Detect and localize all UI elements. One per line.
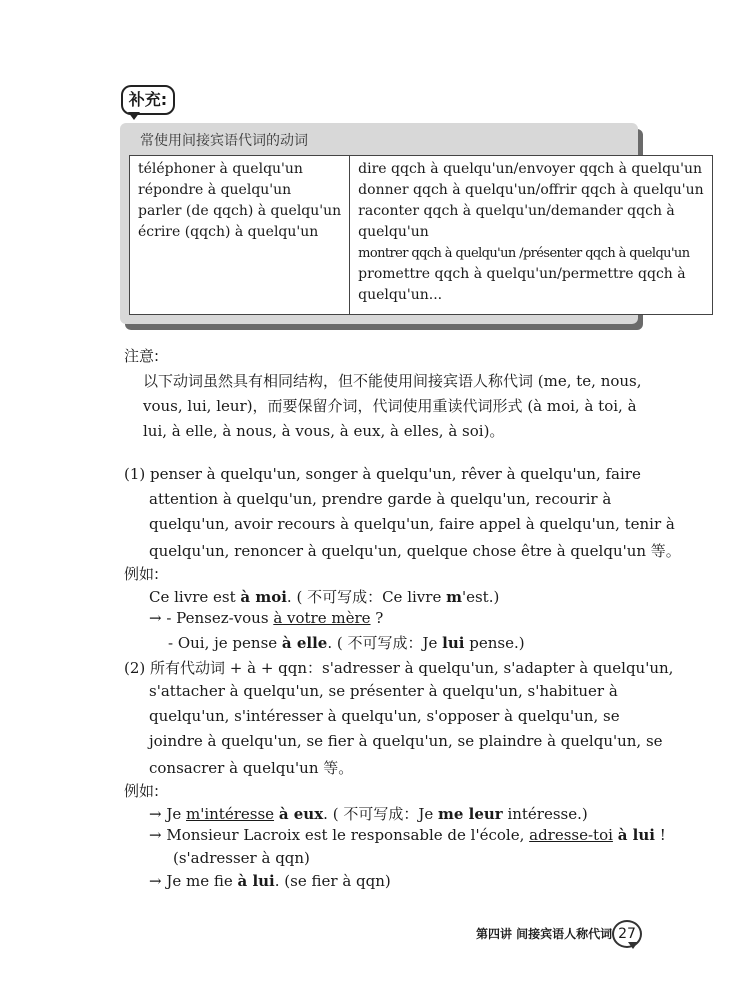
- example-text: . ( 不可写成：Je: [327, 634, 443, 652]
- verb-table-left-cell: [130, 156, 350, 315]
- list-item: répondre à quelqu'un: [138, 182, 292, 198]
- example-underlined: adresse-toi: [529, 826, 613, 844]
- example-bold: m: [446, 588, 462, 606]
- section1-line: attention à quelqu'un, prendre garde à quelqu'un, recourir à: [149, 490, 612, 508]
- example-text: → - Pensez-vous: [149, 609, 274, 627]
- example-underlined: m'intéresse: [186, 805, 275, 823]
- example-text: . ( 不可写成：Ce livre: [286, 588, 447, 606]
- list-item: parler (de qqch) à quelqu'un: [138, 203, 342, 219]
- example-text: → Monsieur Lacroix est le responsable de l'école,: [149, 826, 530, 844]
- example-text: → Je me fie: [149, 872, 238, 890]
- example-underlined: à votre mère: [273, 609, 371, 627]
- example-sentence: [149, 872, 391, 890]
- example-sentence: [149, 586, 499, 607]
- speech-bubble-tail-icon: [628, 942, 638, 949]
- example-text: pense.): [464, 634, 525, 652]
- example-text: - Oui, je pense: [168, 634, 282, 652]
- section2-line: s'attacher à quelqu'un, se présenter à quelqu'un, s'habituer à: [149, 682, 618, 700]
- list-item: raconter qqch à quelqu'un/demander qqch à: [358, 203, 675, 219]
- section1-line: quelqu'un, renoncer à quelqu'un, quelque chose être à quelqu'un 等。: [149, 542, 681, 560]
- box-title: 常使用间接宾语代词的动词: [140, 133, 308, 149]
- list-item: dire qqch à quelqu'un/envoyer qqch à quelqu'un: [358, 161, 702, 177]
- chapter-footer: 第四讲 间接宾语人称代词: [476, 927, 613, 941]
- example-bold: à elle: [281, 634, 328, 652]
- example-bold: me leur: [437, 805, 503, 823]
- list-item: quelqu'un...: [358, 287, 443, 303]
- section2-line: consacrer à quelqu'un 等。: [149, 759, 354, 777]
- example-bold: à lui: [237, 872, 275, 890]
- list-item: montrer qqch à quelqu'un /présenter qqch à quelqu'un: [358, 246, 690, 261]
- example-text: !: [654, 826, 666, 844]
- note-line: 以下动词虽然具有相同结构，但不能使用间接宾语人称代词 (me, te, nous,: [143, 372, 642, 390]
- section2-line: quelqu'un, s'intéresser à quelqu'un, s'opposer à quelqu'un, se: [149, 707, 620, 725]
- example-text: ?: [370, 609, 384, 627]
- note-line: lui, à elle, à nous, à vous, à eux, à elles, à soi)。: [143, 422, 505, 440]
- example-label: 例如:: [124, 782, 160, 800]
- section2-line: joindre à quelqu'un, se fier à quelqu'un, se plaindre à quelqu'un, se: [149, 732, 663, 750]
- example-sentence: [168, 632, 525, 653]
- list-item: écrire (qqch) à quelqu'un: [138, 224, 319, 240]
- section1-line: quelqu'un, avoir recours à quelqu'un, faire appel à quelqu'un, tenir à: [149, 515, 675, 533]
- note-label: 注意:: [124, 347, 160, 365]
- verb-table: [129, 155, 713, 315]
- example-sentence: [149, 609, 383, 627]
- list-item: quelqu'un: [358, 224, 429, 240]
- example-text: . (se fier à qqn): [274, 872, 391, 890]
- speech-bubble-tail-icon: [128, 112, 140, 120]
- example-sentence: [149, 803, 588, 824]
- list-item: promettre qqch à quelqu'un/permettre qqch à: [358, 266, 686, 282]
- section1-line: (1) penser à quelqu'un, songer à quelqu'un, rêver à quelqu'un, faire: [124, 465, 641, 483]
- example-sentence: [149, 826, 666, 844]
- example-label: 例如:: [124, 565, 160, 583]
- supplement-tag: 补充:: [121, 85, 175, 115]
- note-line: vous, lui, leur)，而要保留介词，代词使用重读代词形式 (à moi, à toi, à: [143, 397, 637, 415]
- list-item: donner qqch à quelqu'un/offrir qqch à quelqu'un: [358, 182, 704, 198]
- example-bold: lui: [442, 634, 465, 652]
- list-item: téléphoner à quelqu'un: [138, 161, 303, 177]
- example-bold: à moi: [240, 588, 287, 606]
- example-text: . ( 不可写成：Je: [323, 805, 438, 823]
- example-text: intéresse.): [502, 805, 588, 823]
- page-number: 27: [612, 920, 642, 948]
- example-sentence: (s'adresser à qqn): [173, 849, 310, 867]
- section2-line: (2) 所有代动词 + à + qqn：s'adresser à quelqu'un, s'adapter à quelqu'un,: [124, 659, 674, 677]
- verb-table-right-cell: [350, 156, 713, 315]
- example-bold: à eux: [278, 805, 324, 823]
- example-text: 'est.): [461, 588, 500, 606]
- example-text: Ce livre est: [149, 588, 241, 606]
- example-bold: à lui: [617, 826, 655, 844]
- example-text: → Je: [149, 805, 186, 823]
